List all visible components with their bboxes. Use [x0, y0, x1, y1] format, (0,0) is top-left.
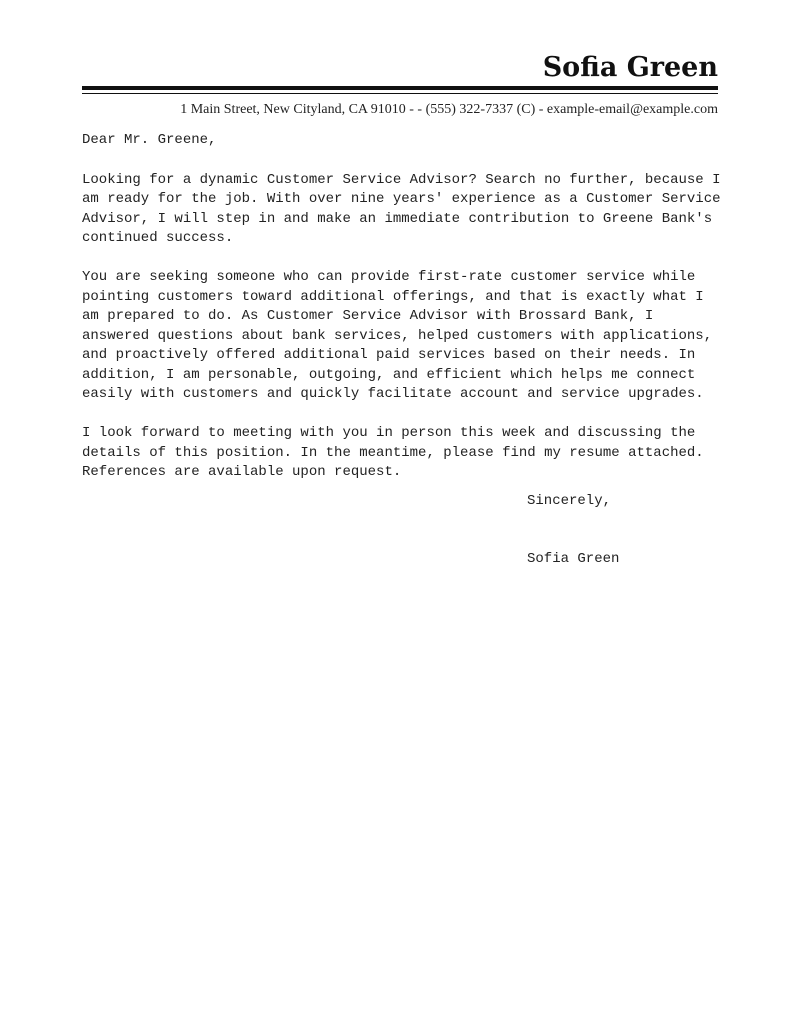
- paragraph-2: You are seeking someone who can provide first-rate customer service while pointing customers toward additional offerings, and that is exactly what I am prepared to do. As Customer Service Advisor with Brossard Bank, I answered questions about bank services, helped customers with applications, and proactively offered additional paid services based on their needs. In addition, I am personable, outgoing, and efficient which helps me connect easily with customers and quickly facilitate account and service upgrades.: [82, 269, 713, 402]
- closing: Sincerely,: [527, 493, 612, 509]
- paragraph-1: Looking for a dynamic Customer Service Advisor? Search no further, because I am ready for the job. With over nine years' experience as a Customer Service Advisor, I will step in and make an immediate contribution to Greene Bank's continued success.: [82, 171, 721, 246]
- contact-line: 1 Main Street, New Cityland, CA 91010 - - (555) 322-7337 (C) - example-email@example.com: [180, 102, 718, 117]
- salutation: Dear Mr. Greene,: [82, 132, 217, 148]
- header-name: Sofia Green: [542, 52, 718, 83]
- header-rule-thin: [82, 93, 718, 94]
- signature-name: Sofia Green: [527, 551, 620, 567]
- paragraph-3: I look forward to meeting with you in person this week and discussing the details of this position. In the meantime, please find my resume attached. References are available upon request.: [82, 425, 704, 480]
- header-rule-thick: [82, 86, 718, 90]
- letter-body: [82, 131, 722, 502]
